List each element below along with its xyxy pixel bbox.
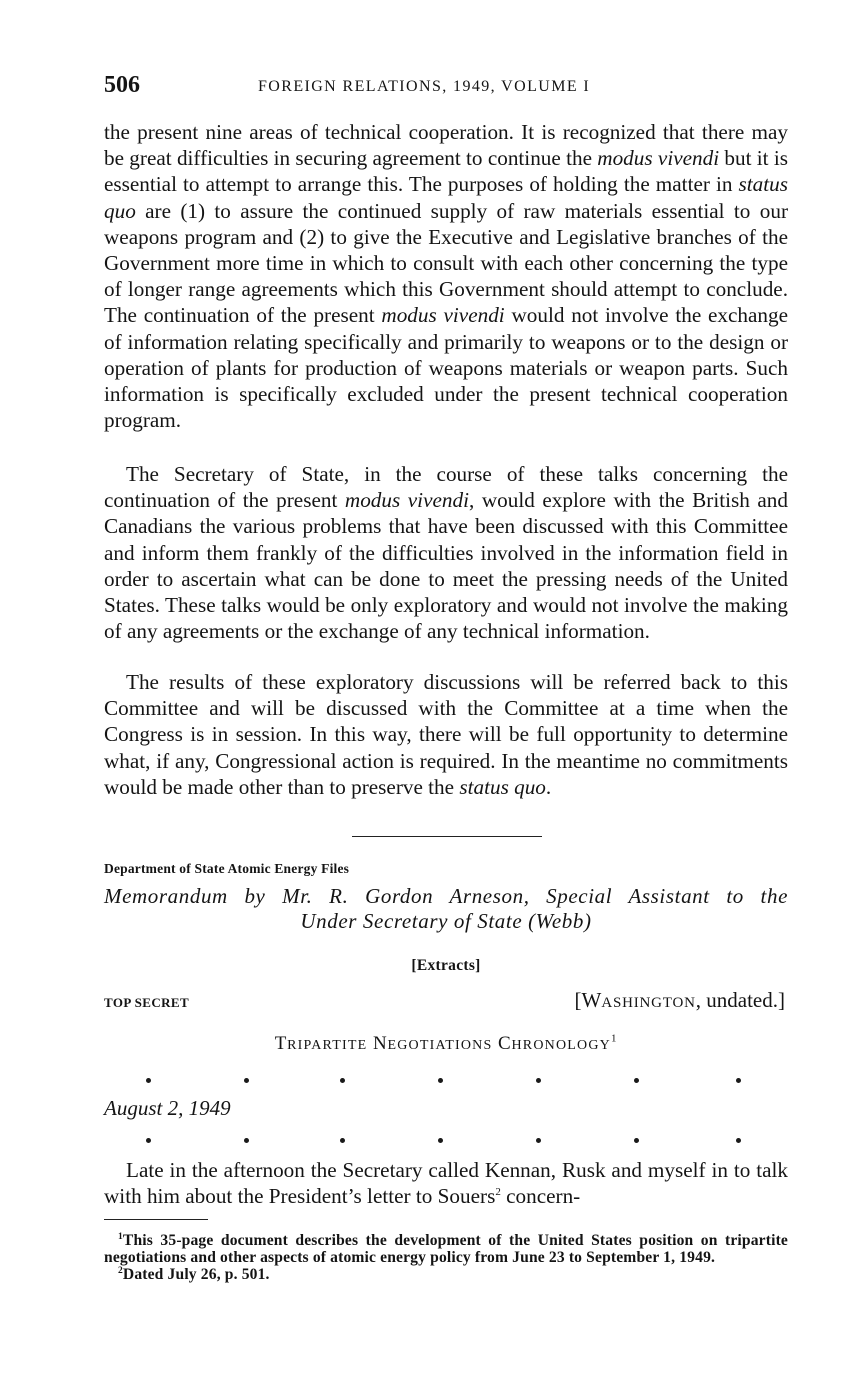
footnote-text: This 35-page document describes the development of the United States position on tripartite negotiations and other aspects of atomic energy policy from June 23 to September 1, 1949. [104, 1232, 788, 1266]
memo-heading [104, 884, 788, 934]
text-run: , would explore with the British and Canadians the various problems that have been discussed with this Committee and inform them frankly of the difficulties involved in the information field in order to ascertain what can be done to meet the pressing needs of the United States. These talks would be only exploratory and would not involve the making of any agreements or the exchange of any technical information. [104, 488, 788, 644]
footnote-reference: 1 [610, 1032, 618, 1045]
text-run: but it is essential to attempt to arrange this. The purposes of holding the matter in [104, 146, 788, 197]
omission-dots [146, 1138, 746, 1152]
text-run: The results of these exploratory discussions will be referred back to this Committee and will be discussed with the Committee at a time when the Congress is in session. In this way, there will be full opportunity to determine what, if any, Congressional action is required. In the meantime no commitments would be made other than to preserve the [104, 670, 788, 799]
place-rest: , undated.] [695, 988, 785, 1012]
omission-dot [146, 1078, 151, 1083]
footnotes [104, 1232, 788, 1283]
classification-label: TOP SECRET [104, 995, 190, 1010]
text-run: Late in the afternoon the Secretary called Kennan, Rusk and myself in to talk with him about the President’s letter to Souers [104, 1158, 788, 1209]
italic-term: modus vivendi [344, 488, 469, 513]
title-word-sc: EGOTIATIONS [387, 1038, 493, 1053]
entry-date: August 2, 1949 [104, 1096, 231, 1120]
section-divider [352, 836, 542, 837]
omission-dot [634, 1078, 639, 1083]
title-word-cap: N [372, 1033, 388, 1054]
place-smallcaps: ASHINGTON [601, 995, 696, 1011]
footnote-text: Dated July 26, p. 501. [122, 1266, 270, 1283]
omission-dot [146, 1138, 151, 1143]
footnote [104, 1232, 788, 1266]
text-run: The Secretary of State, in the course of these talks concerning the continuation of the present [104, 462, 788, 513]
title-word-cap: C [498, 1033, 512, 1054]
text-run: . [545, 774, 552, 799]
extracts-label: [Extracts] [411, 957, 481, 974]
omission-dot [244, 1138, 249, 1143]
omission-dots [146, 1078, 746, 1092]
title-word-cap: T [274, 1033, 288, 1054]
paragraph-secretary-talks [104, 461, 788, 644]
omission-dot [536, 1078, 541, 1083]
memo-heading-line: Under Secretary of State (Webb) [300, 909, 592, 933]
italic-term: status quo [104, 172, 788, 223]
italic-term: modus vivendi [597, 146, 720, 171]
footnote-reference: 2 [495, 1186, 501, 1199]
omission-dot [438, 1138, 443, 1143]
text-run: would not involve the exchange of information relating specifically and primarily to weapons or to the design or operation of plants for production of weapons materials or weapon parts. Such information is specifically excluded under the present technical cooperation program. [104, 303, 788, 433]
place-open: [W [574, 988, 602, 1012]
omission-dot [438, 1078, 443, 1083]
paragraph-continuation [104, 119, 788, 433]
italic-term: modus vivendi [381, 303, 505, 328]
place-date [575, 988, 786, 1013]
running-title: FOREIGN RELATIONS, 1949, VOLUME I [258, 78, 591, 95]
text-run: the present nine areas of technical cooperation. It is recognized that there may be great difficulties in securing agreement to continue the [104, 120, 788, 171]
title-word-sc: HRONOLOGY [511, 1038, 611, 1053]
text-run: are (1) to assure the continued supply of raw materials essential to our weapons program and (2) to give the Executive and Legislative branches of the Government more time in which to consult with each other concerning the type of longer range agreements which this Government should attempt to conclude. The continuation of the present [104, 198, 788, 328]
footnote [104, 1266, 788, 1283]
chronology-title [104, 1033, 788, 1055]
memo-heading-line: Memorandum by Mr. R. Gordon Arneson, Special Assistant to the [104, 884, 788, 908]
footnote-number: 1 [118, 1231, 123, 1242]
omission-dot [736, 1138, 741, 1143]
page-number: 506 [104, 72, 140, 98]
omission-dot [244, 1078, 249, 1083]
running-head [104, 72, 786, 102]
paragraph-results [104, 669, 788, 800]
omission-dot [340, 1078, 345, 1083]
italic-term: status quo [459, 774, 546, 799]
omission-dot [340, 1138, 345, 1143]
source-line: Department of State Atomic Energy Files [104, 861, 350, 876]
paragraph-entry [104, 1157, 788, 1209]
footnote-divider [104, 1219, 208, 1220]
omission-dot [736, 1078, 741, 1083]
title-word-sc: RIPARTITE [287, 1038, 368, 1053]
omission-dot [634, 1138, 639, 1143]
omission-dot [536, 1138, 541, 1143]
footnote-number: 2 [118, 1265, 123, 1276]
text-run: concern- [500, 1184, 581, 1209]
